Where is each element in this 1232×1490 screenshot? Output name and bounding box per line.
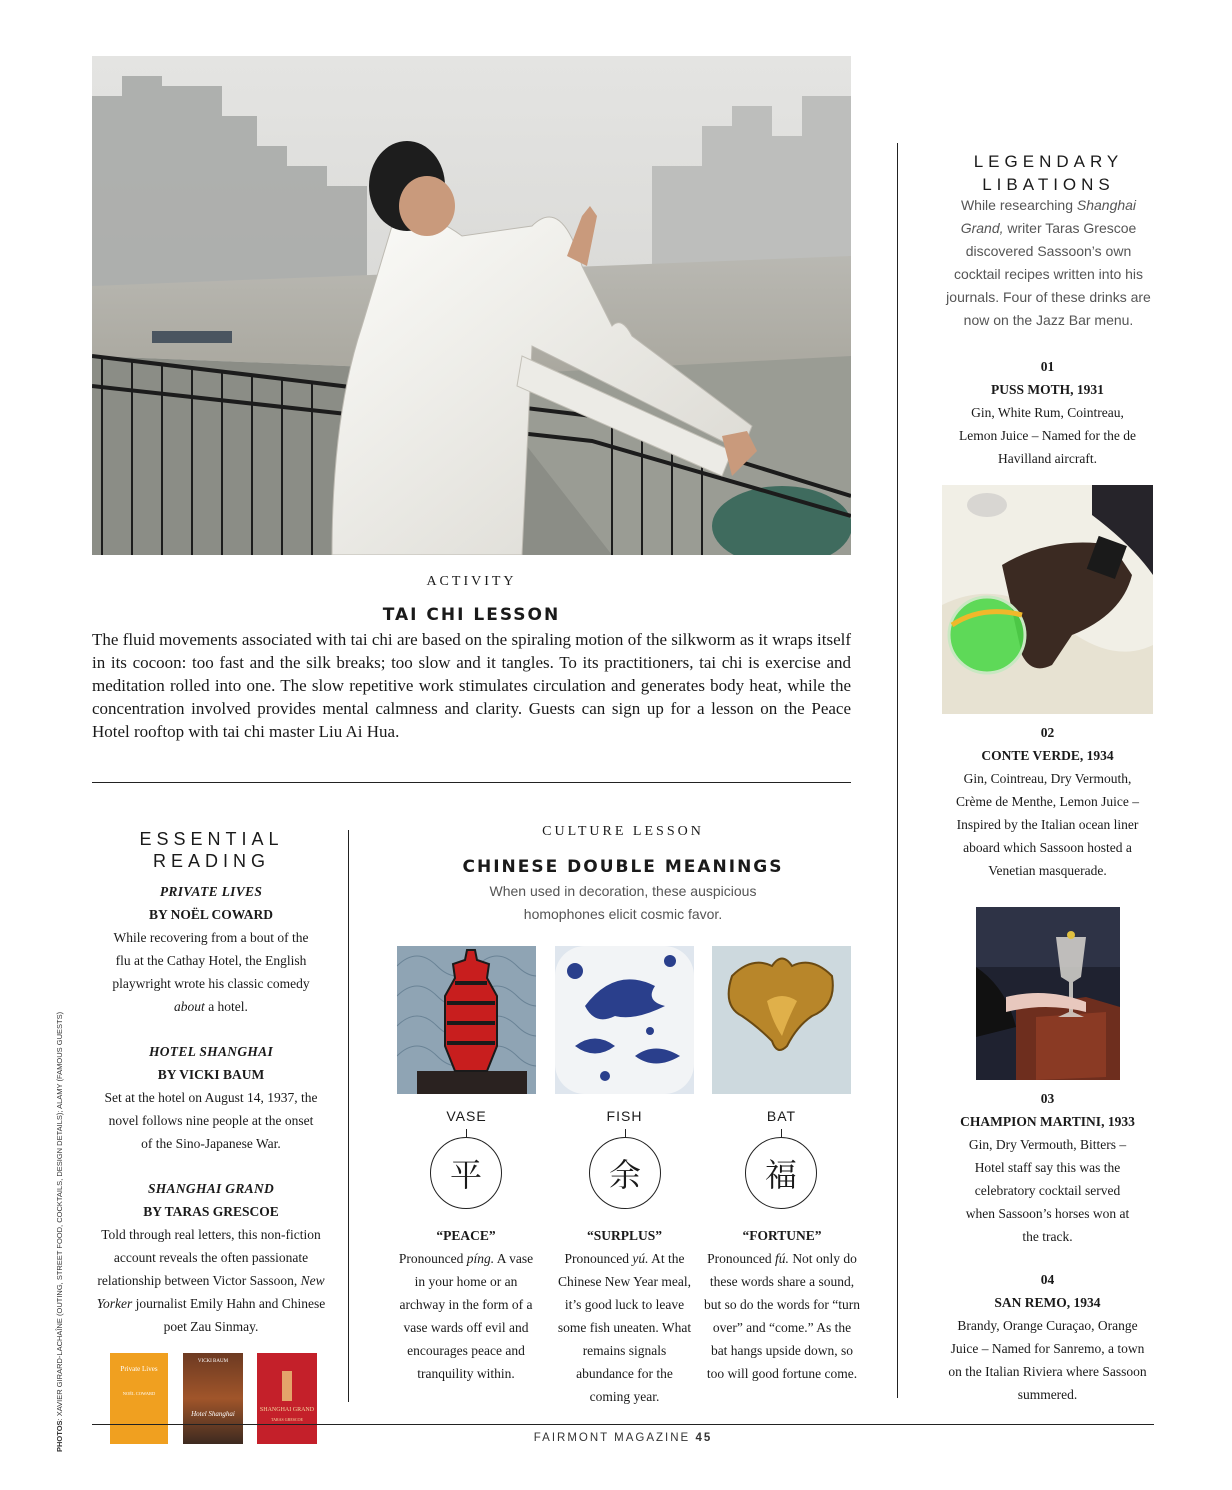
item-desc-bat [704, 1224, 860, 1385]
libations-title [940, 150, 1157, 196]
cover-tower-icon [282, 1371, 292, 1401]
item-text [398, 1247, 534, 1385]
champion-martini-photo [976, 907, 1120, 1080]
drink-desc: Brandy, Orange Curaçao, Orange Juice – Named for Sanremo, a town on the Italian Riviera where Sassoon summered. [948, 1318, 1147, 1402]
book-cover-hotel-shanghai [183, 1353, 243, 1444]
book-desc-text: Told through real letters, this non-fiction account reveals the often passionate relationship between Victor Sassoon, [97, 1227, 321, 1288]
footer-magazine: FAIRMONT MAGAZINE [533, 1432, 691, 1444]
drink-name: CHAMPION MARTINI, 1933 [960, 1114, 1135, 1129]
book-title: HOTEL SHANGHAI [148, 1044, 274, 1059]
item-label-fish: FISH [606, 1108, 643, 1124]
item-desc: At the Chinese New Year meal, it’s good luck to leave some fish uneaten. What remains signals abundance for the coming year. [557, 1251, 692, 1404]
item-meaning: “PEACE” [436, 1228, 496, 1243]
drink-entry-01 [955, 355, 1140, 470]
cover-title: SHANGHAI GRAND [259, 1407, 315, 1413]
item-meaning: “SURPLUS” [586, 1228, 662, 1243]
culture-kicker: CULTURE LESSON [542, 824, 704, 839]
activity-title: TAI CHI LESSON [382, 605, 561, 625]
fish-photo [555, 946, 694, 1094]
cover-title: Hotel Shanghai [191, 1410, 235, 1418]
reading-title-line1: ESSENTIAL [139, 829, 284, 849]
footer-page-number: 45 [695, 1432, 713, 1444]
reading-title-line2: READING [152, 851, 270, 871]
book-desc-emphasis: New Yorker [96, 1273, 325, 1311]
bat-photo [712, 946, 851, 1094]
activity-body: The fluid movements associated with tai chi are based on the spiraling motion of the silkworm as it wraps itself in its cocoon: too fast and the silk breaks; too slow and it tangles. To its practitioners, tai chi is exercise and meditation rolled into one. The slow repetitive work stimulates circulation and generates body heat, while the concentration involved provides mental calmness and clarity. Guests can sign up for a lesson on the Peace Hotel rooftop with tai chi master Liu Ai Hua. [92, 630, 851, 741]
book-title: SHANGHAI GRAND [147, 1181, 275, 1196]
cover-title: Private Lives [120, 1365, 158, 1373]
book-desc-text: a hotel. [204, 999, 248, 1014]
tai-chi-photo [92, 56, 851, 555]
book-cover-shanghai-grand [257, 1353, 317, 1444]
item-meaning: “FORTUNE” [742, 1228, 822, 1243]
drink-number: 04 [1040, 1272, 1055, 1287]
book-author: BY VICKI BAUM [157, 1067, 265, 1082]
libations-title-line1: LEGENDARY [973, 152, 1124, 171]
drink-number: 03 [1040, 1091, 1055, 1106]
drink-name: PUSS MOTH, 1931 [991, 382, 1104, 397]
footer-rule [92, 1424, 1154, 1425]
glyph-fu: 福 [745, 1137, 817, 1209]
drink-desc: Gin, Cointreau, Dry Vermouth, Crème de Menthe, Lemon Juice – Inspired by the Italian ocean liner aboard which Sassoon hosted a Venetian masquerade. [956, 771, 1139, 878]
column-rule [348, 830, 349, 1402]
conte-verde-photo [942, 485, 1153, 714]
item-pron: Pronounced [707, 1251, 776, 1266]
drink-desc: Gin, White Rum, Cointreau, Lemon Juice – Named for the de Havilland aircraft. [959, 405, 1136, 466]
sidebar-rule [897, 143, 898, 1398]
drink-name: CONTE VERDE, 1934 [981, 748, 1114, 763]
book-entry [96, 1040, 326, 1155]
book-description [96, 926, 326, 1018]
drink-name: SAN REMO, 1934 [994, 1295, 1101, 1310]
intro-text: While researching [960, 197, 1077, 213]
book-title: PRIVATE LIVES [159, 884, 263, 899]
drink-number: 01 [1040, 359, 1055, 374]
culture-title: CHINESE DOUBLE MEANINGS [462, 857, 784, 877]
item-text [556, 1247, 693, 1408]
item-desc-fish [556, 1224, 693, 1408]
book-desc-text: Set at the hotel on August 14, 1937, the novel follows nine people at the onset of the Sino-Japanese War. [104, 1090, 318, 1151]
divider-rule [92, 782, 851, 783]
item-pron: Pronounced [398, 1251, 467, 1266]
cover-author: TARAS GRESCOE [270, 1417, 304, 1422]
drink-entry-02 [946, 721, 1149, 882]
libations-title-line2: LIBATIONS [982, 175, 1115, 194]
glyph-ping: 平 [430, 1137, 502, 1209]
photo-credit [55, 1011, 64, 1452]
item-text [704, 1247, 860, 1385]
item-desc: Not only do these words share a sound, but so do the words for “turn over” and “come.” As the bat hangs upside down, so too will good fortune come. [704, 1251, 860, 1381]
culture-subtitle: When used in decoration, these auspicious homophones elicit cosmic favor. [489, 883, 757, 922]
item-pron-word: fú. [775, 1251, 789, 1266]
item-pron-word: yú. [632, 1251, 649, 1266]
drink-number: 02 [1040, 725, 1055, 740]
item-pron: Pronounced [564, 1251, 633, 1266]
book-description [96, 1086, 326, 1155]
glyph-yu: 余 [589, 1137, 661, 1209]
book-desc-text: journalist Emily Hahn and Chinese poet Zau Sinmay. [132, 1296, 326, 1334]
photo-credit-label: PHOTOS [55, 1420, 64, 1452]
item-label-bat: BAT [766, 1108, 797, 1124]
book-author: BY TARAS GRESCOE [143, 1204, 279, 1219]
photo-credit-text: : XAVIER GIRARD-LACHAÎNE (OUTING, STREET FOOD, COCKTAILS, DESIGN DETAILS); ALAMY (FAMOUS GUESTS) [55, 1011, 64, 1421]
item-desc: A vase in your home or an archway in the form of a vase wards off evil and encourages peace and tranquility within. [399, 1251, 534, 1381]
activity-kicker: ACTIVITY [426, 574, 517, 589]
reading-book-list [96, 880, 326, 1338]
book-desc-emphasis: about [174, 999, 205, 1014]
vase-photo [397, 946, 536, 1094]
item-desc-vase [398, 1224, 534, 1385]
book-entry [96, 1177, 326, 1338]
book-entry [96, 880, 326, 1018]
reading-title [92, 828, 331, 872]
book-author: BY NOËL COWARD [148, 907, 274, 922]
cover-author: VICKI BAUM [197, 1359, 229, 1364]
drink-entry-03 [955, 1087, 1140, 1248]
cover-author: NOËL COWARD [122, 1391, 156, 1396]
book-desc-text: While recovering from a bout of the flu at the Cathay Hotel, the English playwright wrote his classic comedy [112, 930, 310, 991]
book-description [96, 1223, 326, 1338]
item-label-vase: VASE [446, 1108, 487, 1124]
libations-intro [944, 194, 1153, 332]
book-cover-private-lives [110, 1353, 168, 1444]
intro-emphasis: Shanghai Grand, [960, 197, 1137, 236]
item-pron-word: píng. [466, 1251, 495, 1266]
page-footer [450, 1432, 796, 1444]
drink-entry-04 [948, 1268, 1147, 1406]
intro-text: writer Taras Grescoe discovered Sassoon’s own cocktail recipes written into his journals. Four of these drinks are now on the Jazz Bar menu. [946, 220, 1151, 328]
drink-desc: Gin, Dry Vermouth, Bitters – Hotel staff say this was the celebratory cocktail served when Sassoon’s horses won at the track. [965, 1137, 1130, 1244]
